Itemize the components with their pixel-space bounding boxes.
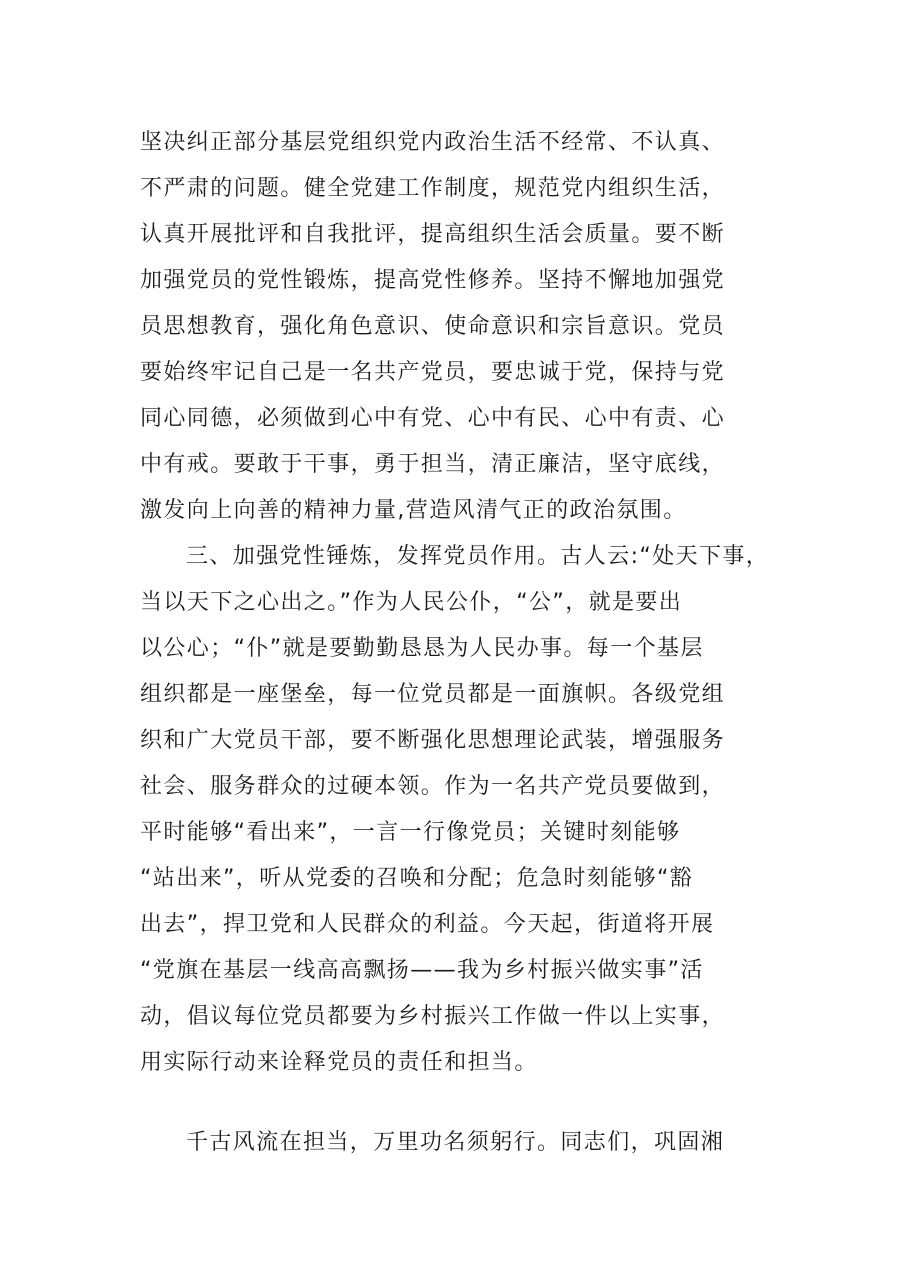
paragraph-line: 平时能够“看出来”，一言一行像党员；关键时刻能够	[140, 820, 681, 845]
paragraph-line: 出去”，捍卫党和人民群众的利益。今天起，街道将开展	[140, 912, 715, 937]
paragraph-line: 组织都是一座堡垒，每一位党员都是一面旗帜。各级党组	[140, 682, 726, 707]
paragraph-line: 激发向上向善的精神力量,营造风清气正的政治氛围。	[140, 498, 687, 523]
paragraph-line: 社会、服务群众的过硬本领。作为一名共产党员要做到，	[140, 774, 726, 799]
paragraph-line: 以公心；“仆”就是要勤勤恳恳为人民办事。每一个基层	[140, 636, 704, 661]
paragraph-line: 当以天下之心出之。”作为人民公仆，“公”，就是要出	[140, 590, 683, 615]
paragraph-line: 员思想教育，强化角色意识、使命意识和宗旨意识。党员	[140, 314, 726, 339]
paragraph-line: 三、加强党性锤炼，发挥党员作用。古人云:“处天下事，	[186, 544, 770, 569]
paragraph-line: 用实际行动来诠释党员的责任和担当。	[140, 1050, 538, 1075]
paragraph-line: 坚决纠正部分基层党组织党内政治生活不经常、不认真、	[140, 130, 726, 155]
paragraph-line: 加强党员的党性锻炼，提高党性修养。坚持不懈地加强党	[140, 268, 726, 293]
paragraph-line: 认真开展批评和自我批评，提高组织生活会质量。要不断	[140, 222, 726, 247]
paragraph-line: 中有戒。要敢于干事，勇于担当，清正廉洁，坚守底线，	[140, 452, 726, 477]
paragraph-line: 同心同德，必须做到心中有党、心中有民、心中有责、心	[140, 406, 726, 431]
paragraph-line: “站出来”，听从党委的召唤和分配；危急时刻能够“豁	[140, 866, 694, 891]
paragraph-line: 千古风流在担当，万里功名须躬行。同志们，巩固湘	[186, 1130, 725, 1155]
paragraph-line: 织和广大党员干部，要不断强化思想理论武装，增强服务	[140, 728, 726, 753]
paragraph-line: 动，倡议每位党员都要为乡村振兴工作做一件以上实事，	[140, 1004, 726, 1029]
paragraph-line: 不严肃的问题。健全党建工作制度，规范党内组织生活，	[140, 176, 726, 201]
paragraph-line: “党旗在基层一线高高飘扬——我为乡村振兴做实事”活	[140, 958, 704, 983]
paragraph-line: 要始终牢记自己是一名共产党员，要忠诚于党，保持与党	[140, 360, 726, 385]
